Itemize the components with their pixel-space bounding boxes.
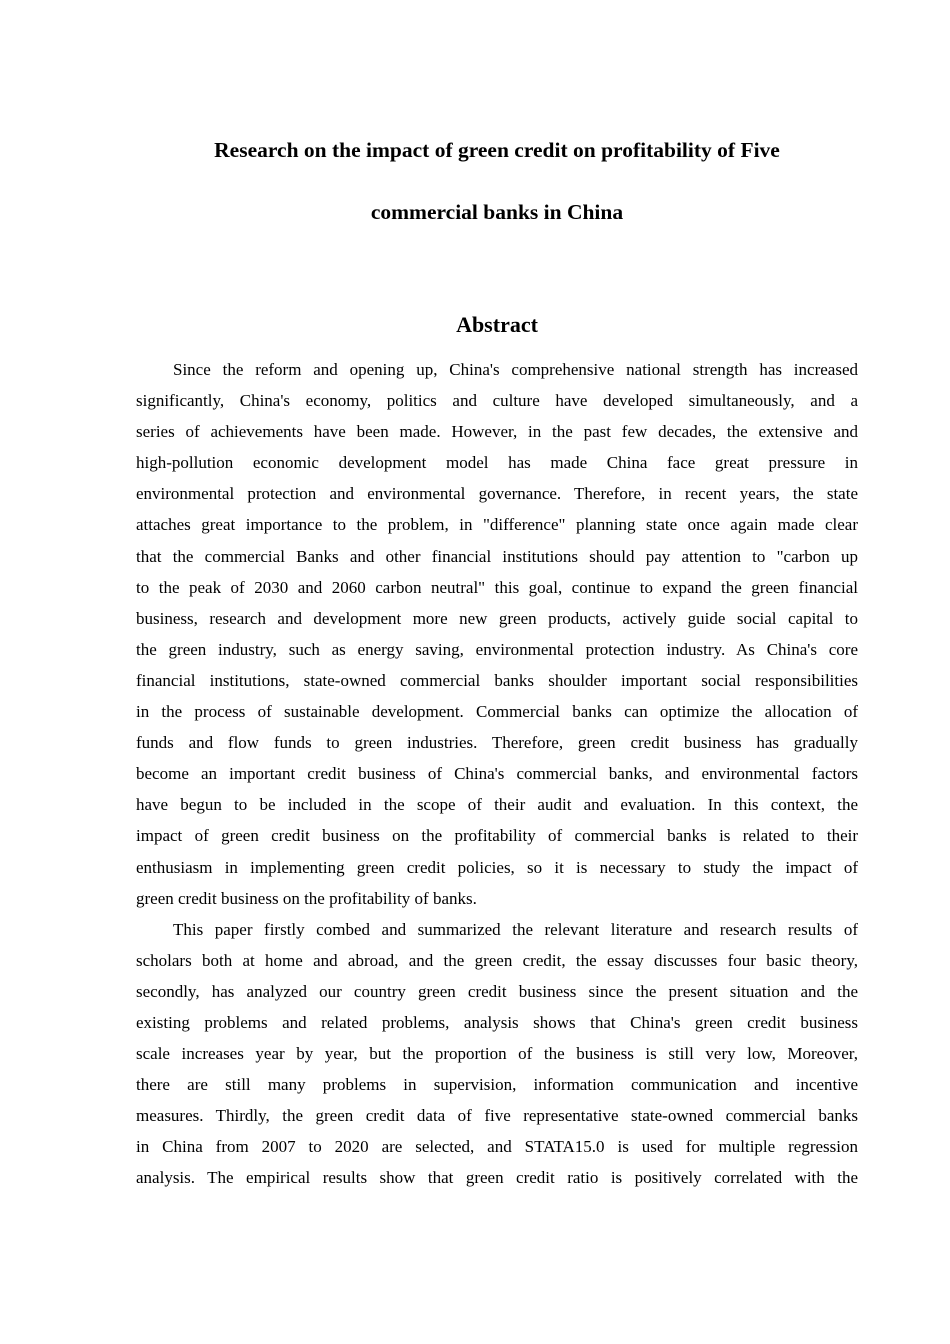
text-line: to the peak of 2030 and 2060 carbon neutral" this goal, continue to expand the green financial <box>136 577 858 597</box>
abstract-paragraph-1 <box>136 354 858 914</box>
text-line: financial institutions, state-owned commercial banks shoulder important social responsibilities <box>136 670 858 690</box>
text-line: enthusiasm in implementing green credit policies, so it is necessary to study the impact of <box>136 857 858 877</box>
text-line: have begun to be included in the scope of their audit and evaluation. In this context, the <box>136 795 858 815</box>
text-line: the green industry, such as energy saving, environmental protection industry. As China's core <box>136 639 858 659</box>
text-line: Since the reform and opening up, China's comprehensive national strength has increased <box>173 360 858 379</box>
title-line-1: Research on the impact of green credit on profitability of Five <box>214 138 780 162</box>
text-line: environmental protection and environmental governance. Therefore, in recent years, the state <box>136 484 858 504</box>
text-line: in China from 2007 to 2020 are selected, and STATA15.0 is used for multiple regression <box>136 1137 858 1157</box>
text-line: measures. Thirdly, the green credit data of five representative state-owned commercial banks <box>136 1106 858 1126</box>
text-line: analysis. The empirical results show that green credit ratio is positively correlated with the <box>136 1168 858 1188</box>
text-line: become an important credit business of China's commercial banks, and environmental factors <box>136 764 858 784</box>
text-line: scholars both at home and abroad, and the green credit, the essay discusses four basic theory, <box>136 950 858 970</box>
text-line: funds and flow funds to green industries. Therefore, green credit business has gradually <box>136 733 858 753</box>
text-line: secondly, has analyzed our country green credit business since the present situation and the <box>136 981 858 1001</box>
text-line: in the process of sustainable development. Commercial banks can optimize the allocation of <box>136 702 858 722</box>
text-line: green credit business on the profitability of banks. <box>136 888 477 908</box>
text-line: business, research and development more new green products, actively guide social capital to <box>136 608 858 628</box>
abstract-heading: Abstract <box>456 312 538 337</box>
text-line: there are still many problems in supervision, information communication and incentive <box>136 1075 858 1095</box>
text-line: attaches great importance to the problem, in "difference" planning state once again made clear <box>136 515 858 535</box>
text-line: impact of green credit business on the profitability of commercial banks is related to their <box>136 826 858 846</box>
abstract-body <box>136 354 858 1194</box>
title-line-2: commercial banks in China <box>370 200 624 224</box>
text-line: scale increases year by year, but the proportion of the business is still very low, Moreover, <box>136 1044 858 1064</box>
paper-title <box>136 119 858 243</box>
text-line: This paper firstly combed and summarized the relevant literature and research results of <box>173 919 858 939</box>
text-line: high-pollution economic development model has made China face great pressure in <box>136 453 858 473</box>
text-line: existing problems and related problems, analysis shows that China's green credit business <box>136 1012 858 1032</box>
text-line: significantly, China's economy, politics and culture have developed simultaneously, and a <box>136 391 858 411</box>
text-line: series of achievements have been made. However, in the past few decades, the extensive and <box>136 422 858 442</box>
text-line: that the commercial Banks and other financial institutions should pay attention to "carbon up <box>136 546 858 566</box>
abstract-paragraph-2 <box>136 914 858 1194</box>
